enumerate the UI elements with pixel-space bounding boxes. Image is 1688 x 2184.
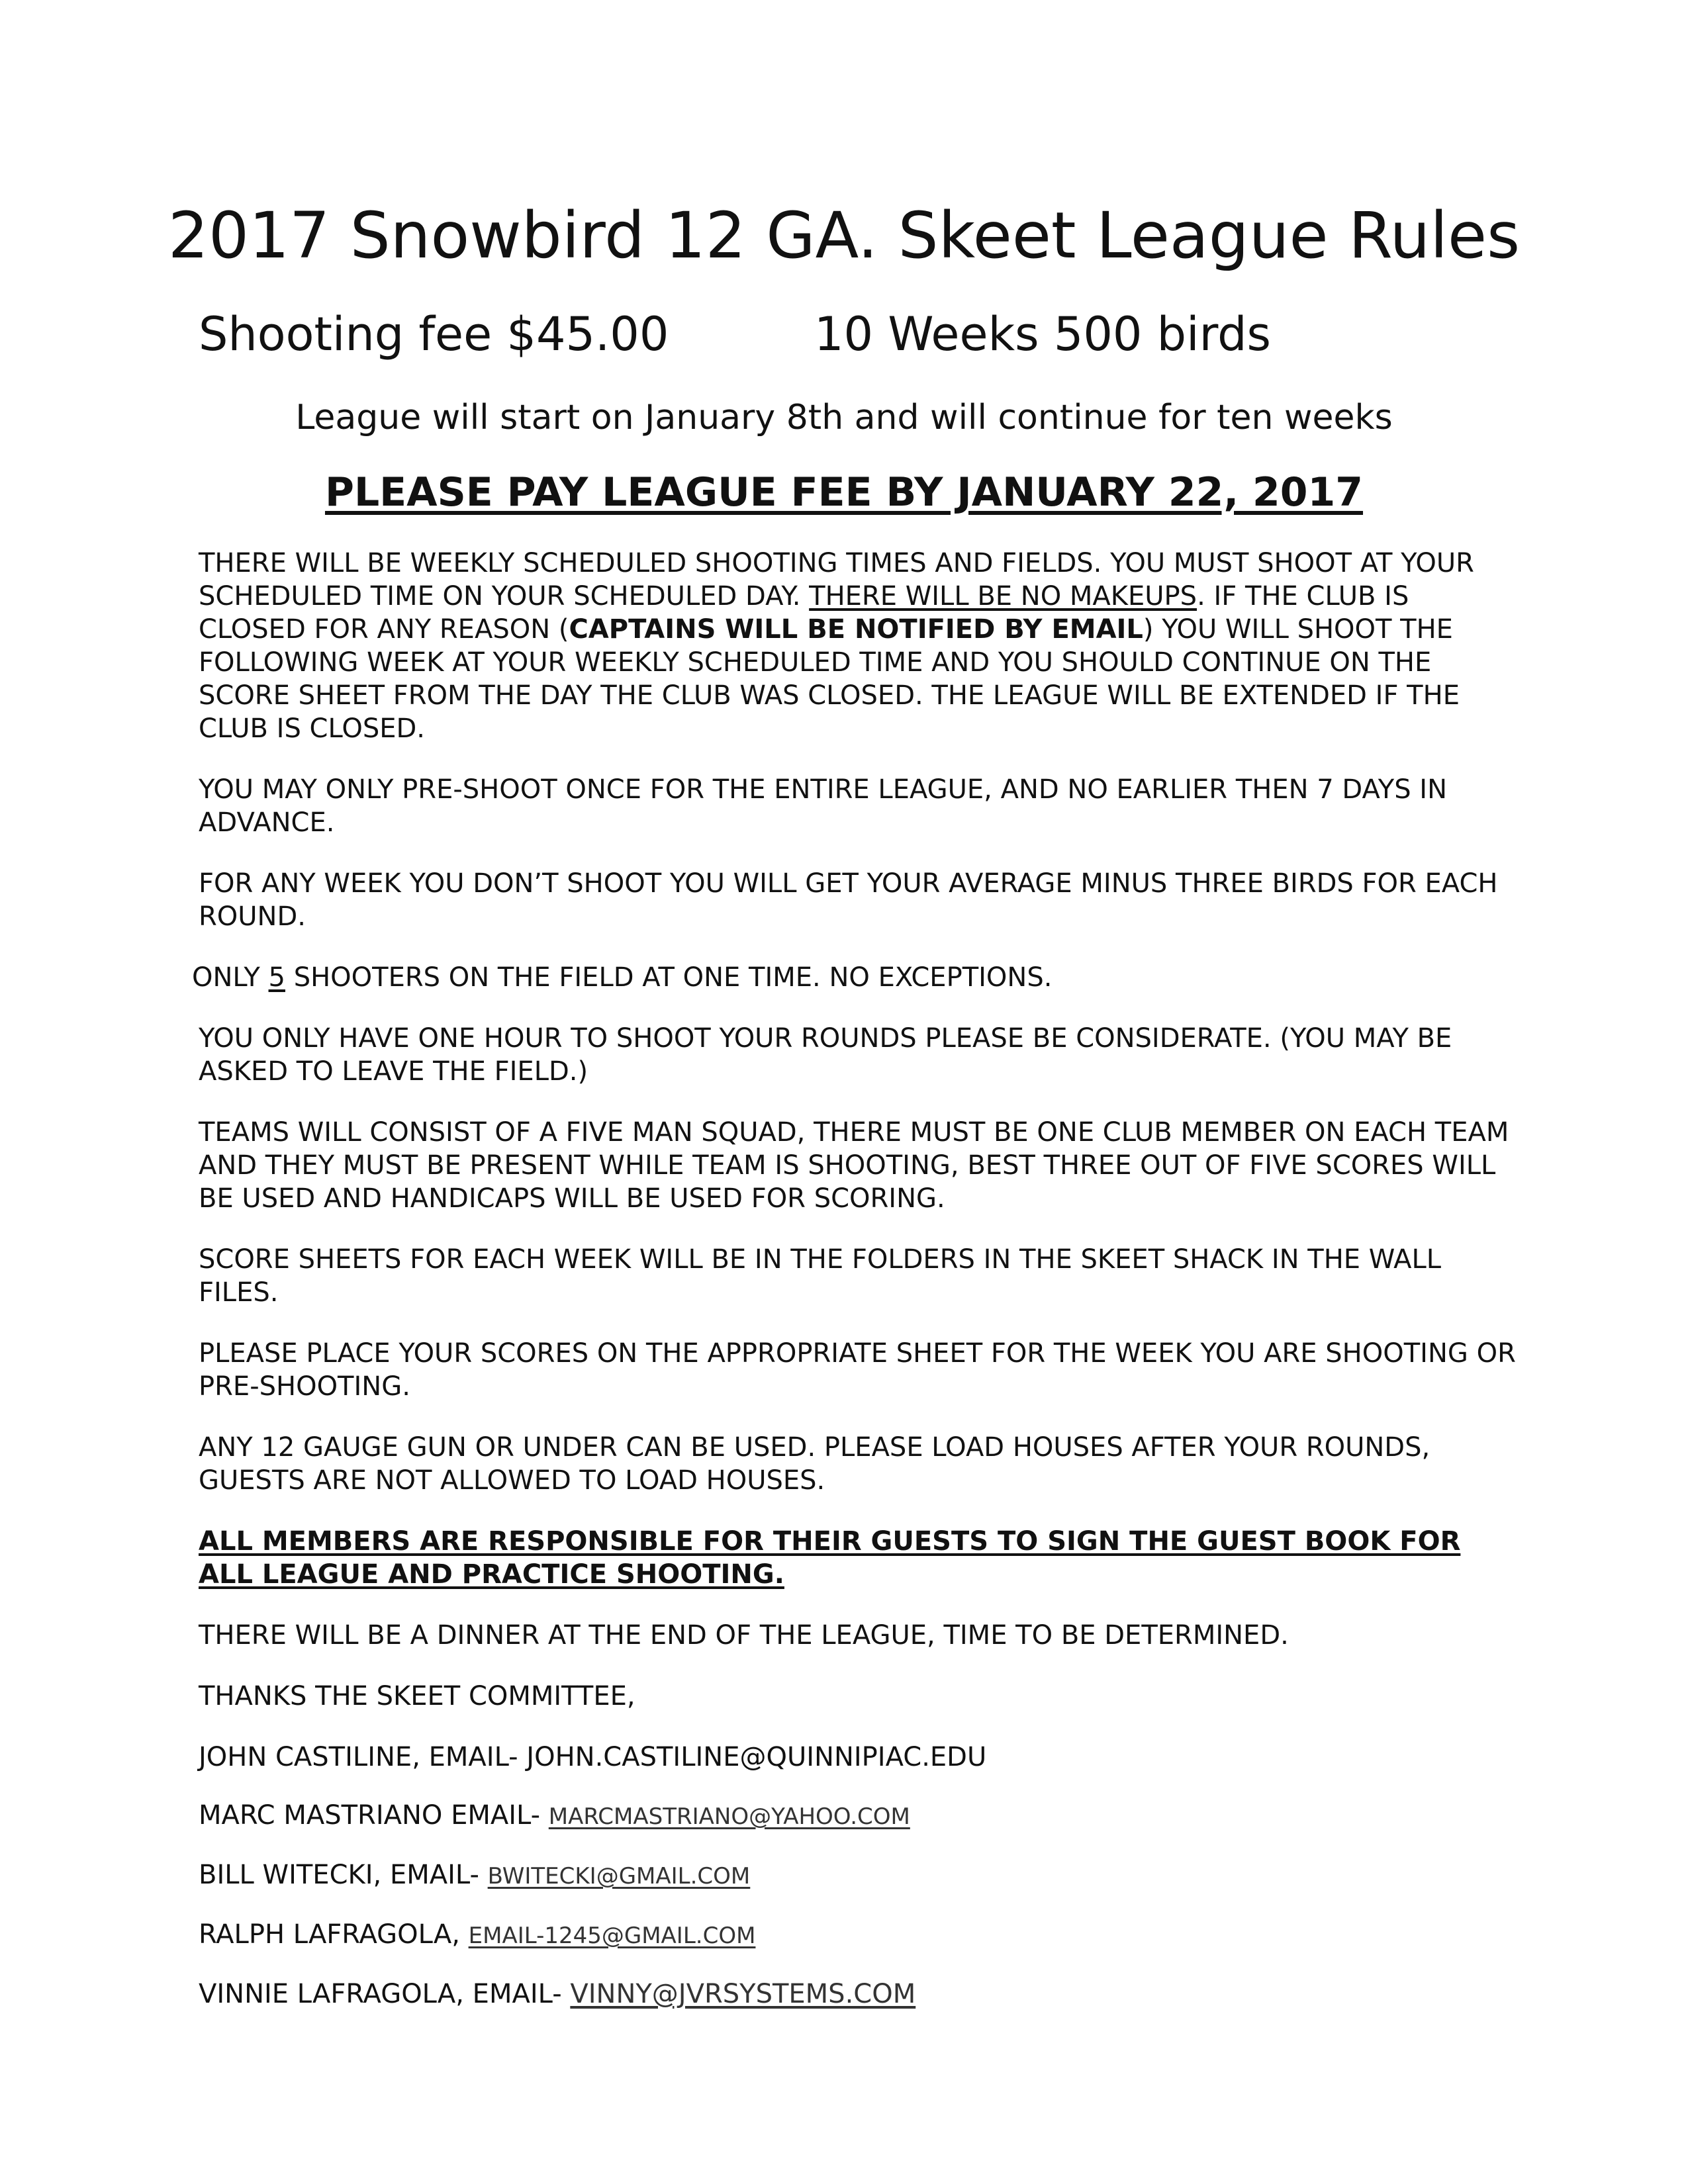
contact-vinnie xyxy=(199,1978,1523,2011)
shooting-fee: Shooting fee $45.00 xyxy=(199,307,669,361)
rule-schedule xyxy=(199,547,1523,745)
rule-place-scores: PLEASE PLACE YOUR SCORES ON THE APPROPRIATE SHEET FOR THE WEEK YOU ARE SHOOTING OR PRE-SHOOTING. xyxy=(199,1338,1516,1402)
rule-guns: ANY 12 GAUGE GUN OR UNDER CAN BE USED. PLEASE LOAD HOUSES AFTER YOUR ROUNDS, GUESTS ARE NOT ALLOWED TO LOAD HOUSES. xyxy=(199,1432,1430,1496)
league-start-line: League will start on January 8th and will continue for ten weeks xyxy=(295,398,1393,437)
contact-bill-name: BILL WITECKI, EMAIL- xyxy=(199,1860,488,1890)
contact-john xyxy=(199,1741,1523,1774)
contact-marc-name: MARC MASTRIANO EMAIL- xyxy=(199,1800,549,1831)
page-title: 2017 Snowbird 12 GA. Skeet League Rules xyxy=(167,199,1521,273)
rule-guests: ALL MEMBERS ARE RESPONSIBLE FOR THEIR GUESTS TO SIGN THE GUEST BOOK FOR ALL LEAGUE AND PRACTICE SHOOTING. xyxy=(199,1526,1461,1590)
rule-field-limit-after: SHOOTERS ON THE FIELD AT ONE TIME. NO EXCEPTIONS. xyxy=(285,962,1053,993)
contacts-list xyxy=(199,1741,1523,2011)
rule-field-limit-before: ONLY xyxy=(192,962,269,993)
contact-vinnie-email-link[interactable]: VINNY@JVRSYSTEMS.COM xyxy=(570,1979,916,2009)
weeks-birds: 10 Weeks 500 birds xyxy=(814,307,1272,361)
no-makeups-text: THERE WILL BE NO MAKEUPS xyxy=(809,581,1197,612)
rules-body xyxy=(192,547,1523,2036)
rule-missed-week: FOR ANY WEEK YOU DON’T SHOOT YOU WILL GET YOUR AVERAGE MINUS THREE BIRDS FOR EACH ROUND. xyxy=(199,868,1498,932)
rule-pre-shoot: YOU MAY ONLY PRE-SHOOT ONCE FOR THE ENTIRE LEAGUE, AND NO EARLIER THEN 7 DAYS IN ADVANCE. xyxy=(199,774,1448,838)
rule-schedule-part3: ) YOU WILL SHOOT THE FOLLOWING WEEK AT YOUR WEEKLY SCHEDULED TIME AND YOU SHOULD CONTINUE ON THE SCORE SHEET FROM THE DAY THE CLUB WAS CLOSED. THE LEAGUE WILL BE EXTENDED IF THE CLUB IS CLOSED. xyxy=(199,614,1460,744)
thanks-line: THANKS THE SKEET COMMITTEE, xyxy=(199,1681,635,1711)
fee-row xyxy=(199,304,1272,364)
rule-one-hour: YOU ONLY HAVE ONE HOUR TO SHOOT YOUR ROUNDS PLEASE BE CONSIDERATE. (YOU MAY BE ASKED TO LEAVE THE FIELD.) xyxy=(199,1023,1452,1087)
shooter-limit-number: 5 xyxy=(268,962,285,993)
rule-schedule-part2: . IF THE CLUB IS CLOSED FOR ANY REASON ( xyxy=(199,581,1409,645)
rule-score-sheets: SCORE SHEETS FOR EACH WEEK WILL BE IN THE FOLDERS IN THE SKEET SHACK IN THE WALL FILES. xyxy=(199,1244,1442,1308)
contact-marc-email-link[interactable]: MARCMASTRIANO@YAHOO.COM xyxy=(548,1803,910,1830)
rule-field-limit xyxy=(192,961,1523,994)
rule-schedule-part1: THERE WILL BE WEEKLY SCHEDULED SHOOTING TIMES AND FIELDS. YOU MUST SHOOT AT YOUR SCHEDULED TIME ON YOUR SCHEDULED DAY. xyxy=(199,548,1474,612)
contact-ralph-email-link[interactable]: EMAIL-1245@GMAIL.COM xyxy=(468,1923,756,1949)
rule-teams: TEAMS WILL CONSIST OF A FIVE MAN SQUAD, THERE MUST BE ONE CLUB MEMBER ON EACH TEAM AND THEY MUST BE PRESENT WHILE TEAM IS SHOOTING, BEST THREE OUT OF FIVE SCORES WILL BE USED AND HANDICAPS WILL BE USED FOR SCORING. xyxy=(199,1117,1509,1214)
contact-ralph xyxy=(199,1918,1523,1952)
contact-john-text: JOHN CASTILINE, EMAIL- JOHN.CASTILINE@QUINNIPIAC.EDU xyxy=(199,1742,987,1772)
contact-marc xyxy=(199,1799,1523,1833)
contact-vinnie-name: VINNIE LAFRAGOLA, EMAIL- xyxy=(199,1979,571,2009)
contact-ralph-name: RALPH LAFRAGOLA, xyxy=(199,1919,469,1950)
pay-by-notice: PLEASE PAY LEAGUE FEE BY JANUARY 22, 2017 xyxy=(324,469,1364,516)
contact-bill-email-link[interactable]: BWITECKI@GMAIL.COM xyxy=(487,1863,751,1889)
captains-notified-text: CAPTAINS WILL BE NOTIFIED BY EMAIL xyxy=(569,614,1143,645)
rule-dinner: THERE WILL BE A DINNER AT THE END OF THE LEAGUE, TIME TO BE DETERMINED. xyxy=(199,1620,1289,1651)
contact-bill xyxy=(199,1858,1523,1893)
